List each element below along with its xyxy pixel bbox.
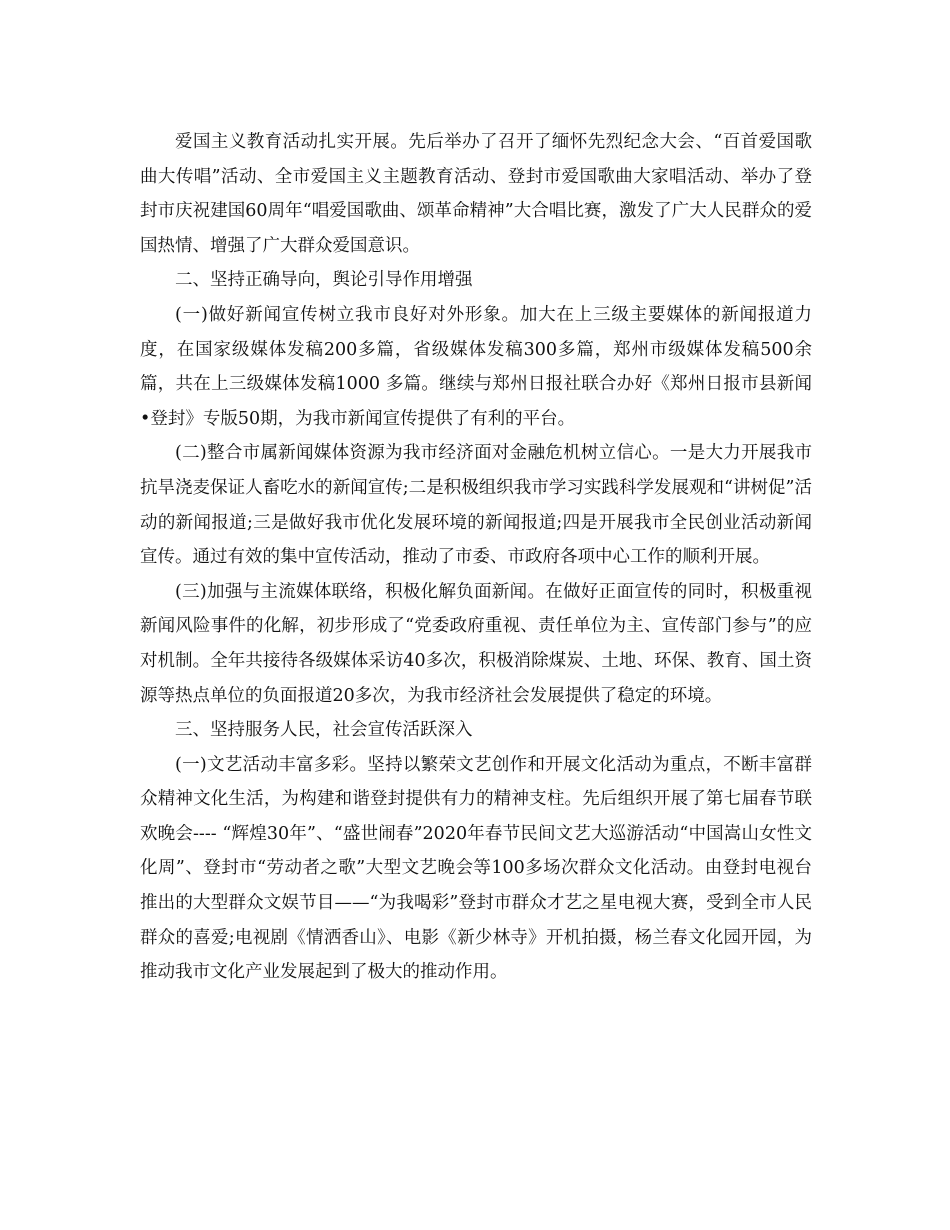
paragraph-media-resources: (二)整合市属新闻媒体资源为我市经济面对金融危机树立信心。一是大力开展我市抗旱浇麦保证人畜吃水的新闻宣传;二是积极组织我市学习实践科学发展观和“讲树促”活动的新闻报道;三是做好我市优化发展环境的新闻报道;四是开展我市全民创业活动新闻宣传。通过有效的集中宣传活动，推动了市委、市政府各项中心工作的顺利开展。	[140, 443, 812, 568]
section-heading-2: 二、坚持正确导向，舆论引导作用增强	[175, 270, 473, 291]
paragraph-cultural-activities: (一)文艺活动丰富多彩。坚持以繁荣文艺创作和开展文化活动为重点，不断丰富群众精神文化生活，为构建和谐登封提供有力的精神支柱。先后组织开展了第七届春节联欢晚会---- “辉煌30年”、“盛世闹春”2020年春节民间文艺大巡游活动“中国嵩山女性文化周”、登封市“劳动者之歌”大型文艺晚会等100多场次群众文化活动。由登封电视台推出的大型群众文娱节目——“为我喝彩”登封市群众才艺之星电视大赛，受到全市人民群众的喜爱;电视剧《情洒香山》、电影《新少林寺》开机拍摄，杨兰春文化园开园，为推动我市文化产业发展起到了极大的推动作用。	[140, 754, 812, 983]
paragraph-mainstream-media: (三)加强与主流媒体联络，积极化解负面新闻。在做好正面宣传的同时，积极重视新闻风险事件的化解，初步形成了“党委政府重视、责任单位为主、宣传部门参与”的应对机制。全年共接待各级媒体采访40多次，积极消除煤炭、土地、环保、教育、国土资源等热点单位的负面报道20多次，为我市经济社会发展提供了稳定的环境。	[140, 581, 812, 706]
paragraph-news-publicity: (一)做好新闻宣传树立我市良好对外形象。加大在上三级主要媒体的新闻报道力度，在国家级媒体发稿200多篇，省级媒体发稿300多篇，郑州市级媒体发稿500余篇，共在上三级媒体发稿1000 多篇。继续与郑州日报社联合办好《郑州日报市县新闻•登封》专版50期，为我市新闻宣传提供了有利的平台。	[140, 304, 812, 429]
paragraph-patriotic-education: 爱国主义教育活动扎实开展。先后举办了召开了缅怀先烈纪念大会、“百首爱国歌曲大传唱”活动、全市爱国主义主题教育活动、登封市爱国歌曲大家唱活动、举办了登封市庆祝建国60周年“唱爱国歌曲、颂革命精神”大合唱比赛，激发了广大人民群众的爱国热情、增强了广大群众爱国意识。	[140, 132, 812, 256]
document-body	[140, 125, 812, 990]
section-heading-3: 三、坚持服务人民，社会宣传活跃深入	[175, 720, 473, 741]
